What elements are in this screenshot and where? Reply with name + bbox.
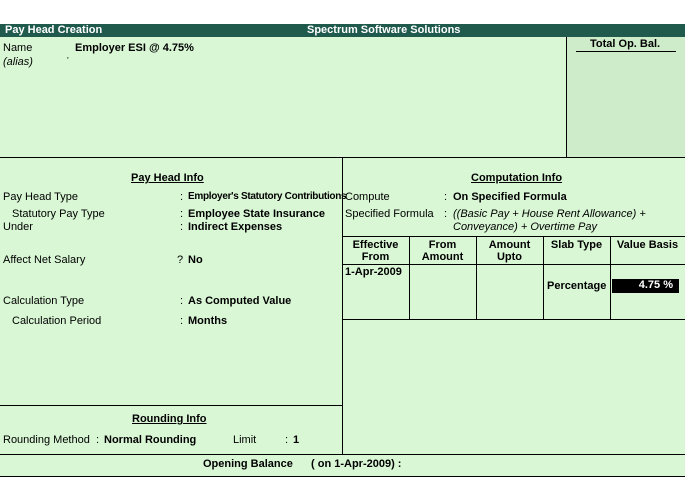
pay-head-type-field[interactable]: Employer's Statutory Contributions [188, 191, 347, 202]
calculation-type-sep: : [180, 295, 184, 307]
row-slab-type[interactable]: Percentage [547, 280, 607, 292]
affect-net-salary-sep: ? [177, 254, 184, 266]
calculation-period-label: Calculation Period [12, 315, 102, 327]
limit-field[interactable]: 1 [293, 434, 300, 446]
rounding-method-sep: : [96, 434, 100, 446]
under-sep: : [180, 221, 184, 233]
alias-field[interactable]: · [66, 52, 70, 64]
specified-formula-line2[interactable]: Conveyance) + Overtime Pay [453, 221, 597, 233]
title-bar [0, 24, 685, 37]
rounding-info-heading: Rounding Info [132, 413, 207, 425]
affect-net-salary-field[interactable]: No [188, 254, 203, 266]
col-value-basis: Value Basis [616, 239, 679, 251]
limit-label: Limit [233, 434, 257, 446]
col-effective-from: Effective From [352, 239, 399, 263]
specified-formula-sep: : [444, 208, 448, 220]
computation-info-heading: Computation Info [471, 172, 563, 184]
calculation-type-field[interactable]: As Computed Value [188, 295, 292, 307]
specified-formula-label: Specified Formula [345, 208, 434, 220]
pay-head-info-heading: Pay Head Info [131, 172, 204, 184]
total-op-bal-heading: Total Op. Bal. [590, 38, 661, 50]
under-label: Under [3, 221, 33, 233]
col-from-amount: From Amount [421, 239, 464, 263]
compute-label: Compute [345, 191, 390, 203]
calculation-type-label: Calculation Type [3, 295, 85, 307]
rounding-method-field[interactable]: Normal Rounding [104, 434, 197, 446]
row-value-basis[interactable]: 4.75 % [612, 279, 679, 293]
calculation-period-sep: : [180, 315, 184, 327]
calculation-period-field[interactable]: Months [188, 315, 228, 327]
opening-balance-label: Opening Balance [203, 458, 293, 470]
screen-title: Pay Head Creation [5, 24, 103, 36]
limit-sep: : [285, 434, 289, 446]
specified-formula-line1[interactable]: ((Basic Pay + House Rent Allowance) + [453, 208, 646, 220]
name-field[interactable]: Employer ESI @ 4.75% [75, 42, 194, 54]
under-field[interactable]: Indirect Expenses [188, 221, 283, 233]
compute-field[interactable]: On Specified Formula [453, 191, 567, 203]
total-op-bal-panel [566, 37, 685, 157]
rounding-method-label: Rounding Method [3, 434, 90, 446]
statutory-pay-type-label: Statutory Pay Type [12, 208, 105, 220]
affect-net-salary-label: Affect Net Salary [3, 254, 86, 266]
col-amount-upto: Amount Upto [488, 239, 531, 263]
col-slab-type: Slab Type [550, 239, 603, 251]
opening-balance-date[interactable]: ( on 1-Apr-2009) : [311, 458, 402, 470]
statutory-pay-type-sep: : [180, 208, 184, 220]
company-name: Spectrum Software Solutions [307, 24, 461, 36]
row-effective-from[interactable]: 1-Apr-2009 [345, 266, 402, 278]
pay-head-type-label: Pay Head Type [3, 191, 79, 203]
pay-head-type-sep: : [180, 191, 184, 203]
statutory-pay-type-field[interactable]: Employee State Insurance [188, 208, 325, 220]
alias-label: (alias) [3, 56, 33, 68]
compute-sep: : [444, 191, 448, 203]
name-label: Name [3, 42, 33, 54]
